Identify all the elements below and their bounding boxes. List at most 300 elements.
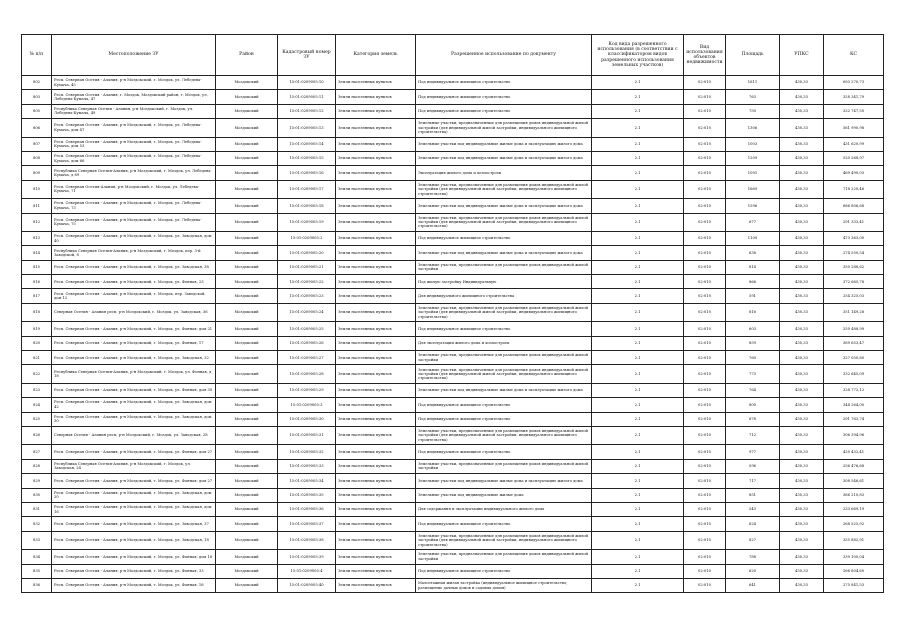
cell-region: Моздокский xyxy=(216,90,278,104)
cell-ks: 344 264,00 xyxy=(824,398,884,412)
cell-location: Респ. Северная Осетия - Алания, р-н Моздокский, г. Моздок, ул. Заводская, дом 30 xyxy=(52,412,216,426)
cell-oks-code: 02:010 xyxy=(684,180,726,198)
cell-cadastral: 15:01:0209005:15 xyxy=(278,151,336,165)
cell-num: 806 xyxy=(22,119,52,137)
table-row xyxy=(22,426,884,444)
cell-permitted-use: Для эксплуатации жилого дома и хозпостроек xyxy=(416,336,592,350)
cell-vri-code: 2.1 xyxy=(592,90,684,104)
cell-num: 812 xyxy=(22,213,52,231)
cell-num: 805 xyxy=(22,104,52,118)
cell-cadastral: 15:01:0209005:37 xyxy=(278,517,336,531)
cell-cadastral: 15:01:0209005:25 xyxy=(278,322,336,336)
header-upks: УПКС xyxy=(780,35,824,76)
cell-ks: 693 270,73 xyxy=(824,76,884,90)
cell-area: 859 xyxy=(726,336,780,350)
cell-region: Моздокский xyxy=(216,488,278,502)
cell-area: 773 xyxy=(726,365,780,383)
cell-area: 866 xyxy=(726,275,780,289)
cell-ks: 291 333,41 xyxy=(824,213,884,231)
cell-oks-code: 02:010 xyxy=(684,90,726,104)
cell-ks: 369 653,47 xyxy=(824,336,884,350)
table-row xyxy=(22,137,884,151)
cell-ks: 306 394,96 xyxy=(824,426,884,444)
cell-num: 826 xyxy=(22,426,52,444)
cell-vri-code: 2.1 xyxy=(592,426,684,444)
cell-vri-code: 2.1 xyxy=(592,76,684,90)
table-row xyxy=(22,260,884,274)
table-row xyxy=(22,412,884,426)
cell-location: Респ. Северная Осетия - Алания, р-н Моздокский, г. Моздок, ул. Лебедева-Кумача, 75 xyxy=(52,213,216,231)
header-category: Категория земель xyxy=(336,35,416,76)
cell-upks: 430,33 xyxy=(780,303,824,321)
cell-cadastral: 15:01:0209005:33 xyxy=(278,459,336,473)
cell-category: Земли населенных пунктов xyxy=(336,166,416,180)
cell-oks-code: 02:010 xyxy=(684,104,726,118)
cell-upks: 430,33 xyxy=(780,119,824,137)
cell-permitted-use: Земельные участки, предназначенные для размещения домов индивидуальной жилой застройки (для индивидуальной жилой застройки, индивидуального жилищного строительства) xyxy=(416,531,592,549)
cell-upks: 430,33 xyxy=(780,289,824,303)
cell-region: Моздокский xyxy=(216,151,278,165)
cell-oks-code: 02:010 xyxy=(684,351,726,365)
cell-vri-code: 2.1 xyxy=(592,578,684,592)
cell-upks: 430,33 xyxy=(780,426,824,444)
cell-region: Моздокский xyxy=(216,531,278,549)
cell-upks: 430,33 xyxy=(780,336,824,350)
table-row xyxy=(22,564,884,578)
cell-num: 816 xyxy=(22,275,52,289)
cell-oks-code: 02:010 xyxy=(684,166,726,180)
cell-vri-code: 2.1 xyxy=(592,550,684,564)
cell-area: 851 xyxy=(726,488,780,502)
cell-permitted-use: Под индивидуальное жилищное строительство xyxy=(416,104,592,118)
header-num: № п/п xyxy=(22,35,52,76)
cell-region: Моздокский xyxy=(216,365,278,383)
cell-region: Моздокский xyxy=(216,166,278,180)
cell-category: Земли населенных пунктов xyxy=(336,289,416,303)
cell-location: Респ. Северная Осетия - Алания, р-н Моздокский, г. Моздок, ул. Лебедева-Кумача, дом 47 xyxy=(52,119,216,137)
cell-area: 764 xyxy=(726,383,780,397)
cell-region: Моздокский xyxy=(216,119,278,137)
cell-upks: 430,33 xyxy=(780,488,824,502)
cell-cadastral: 15:01:0209005:3 xyxy=(278,398,336,412)
cell-permitted-use: Земельные участки, предназначенные для размещения домов индивидуальной жилой застройки (для индивидуальной жилой застройки, индивидуального жилищного строительства) xyxy=(416,119,592,137)
cell-oks-code: 02:010 xyxy=(684,445,726,459)
cell-num: 822 xyxy=(22,365,52,383)
table-row xyxy=(22,502,884,516)
cell-category: Земли населенных пунктов xyxy=(336,336,416,350)
cell-permitted-use: Для содержания и эксплуатации индивидуального жилого дома xyxy=(416,502,592,516)
cell-upks: 430,33 xyxy=(780,412,824,426)
cell-category: Земли населенных пунктов xyxy=(336,275,416,289)
cell-category: Земли населенных пунктов xyxy=(336,213,416,231)
cell-oks-code: 02:010 xyxy=(684,517,726,531)
cell-num: 830 xyxy=(22,488,52,502)
table-row xyxy=(22,322,884,336)
cell-area: 603 xyxy=(726,322,780,336)
cell-category: Земли населенных пунктов xyxy=(336,502,416,516)
header-cadastral: Кадастровый номер ЗУ xyxy=(278,35,336,76)
table-row xyxy=(22,199,884,213)
cell-location: Северная Осетия - Алания респ, р-н Моздокский, г. Моздок, ул. Заводская, 28 xyxy=(52,426,216,444)
cell-permitted-use: Земельные участки, предназначенные для размещения домов индивидуальной жилой застройки (для индивидуальной жилой застройки, индивидуального жилищного строительства) xyxy=(416,365,592,383)
cell-location: Респ. Северная Осетия - Алания, р-н Моздокский, г. Моздок, ул. Заводская, дом 40 xyxy=(52,231,216,245)
cell-area: 763 xyxy=(726,90,780,104)
cell-permitted-use: Малоэтажная жилая застройка (индивидуальное жилищное строительство; размещение дачных домов и садовых домов) xyxy=(416,578,592,592)
cell-region: Моздокский xyxy=(216,231,278,245)
cell-region: Моздокский xyxy=(216,383,278,397)
cell-area: 641 xyxy=(726,578,780,592)
cell-region: Моздокский xyxy=(216,289,278,303)
cell-region: Моздокский xyxy=(216,275,278,289)
table-row xyxy=(22,488,884,502)
cell-num: 831 xyxy=(22,502,52,516)
cell-ks: 274 550,54 xyxy=(824,246,884,260)
cell-category: Земли населенных пунктов xyxy=(336,531,416,549)
cell-ks: 233 669,19 xyxy=(824,502,884,516)
header-permitted-use: Разрешенное использование по документу xyxy=(416,35,592,76)
cell-area: 1596 xyxy=(726,199,780,213)
cell-num: 803 xyxy=(22,90,52,104)
cell-oks-code: 02:010 xyxy=(684,119,726,137)
cell-permitted-use: Земельные участки, предназначенные для размещения домов индивидуальной жилой застройки (для индивидуальной жилой застройки, индивидуального жилищного строительства) xyxy=(416,180,592,198)
cell-permitted-use: Земельные участки под индивидуальные жилые дома и эксплуатацию жилого дома xyxy=(416,246,592,260)
cell-vri-code: 2.1 xyxy=(592,289,684,303)
cell-vri-code: 2.1 xyxy=(592,474,684,488)
cell-location: Респ. Северная Осетия-Алания, р-н Моздокский, г. Моздок, ул. Лебедева-Кумача, 71 xyxy=(52,180,216,198)
cell-oks-code: 02:010 xyxy=(684,398,726,412)
cell-cadastral: 15:01:0209005:23 xyxy=(278,289,336,303)
table-row xyxy=(22,578,884,592)
cell-upks: 430,33 xyxy=(780,275,824,289)
cell-ks: 328 772,12 xyxy=(824,383,884,397)
cell-permitted-use: Земельные участки, предназначенные для размещения домов индивидуальной жилой застройки xyxy=(416,260,592,274)
cell-oks-code: 02:010 xyxy=(684,426,726,444)
table-row xyxy=(22,76,884,90)
cell-region: Моздокский xyxy=(216,578,278,592)
cell-permitted-use: Земельные участки, предназначенные для размещения домов индивидуальной жилой застройки (для индивидуальной жилой застройки, индивидуального жилищного строительства) xyxy=(416,426,592,444)
cell-region: Моздокский xyxy=(216,180,278,198)
cell-num: 836 xyxy=(22,578,52,592)
cell-num: 807 xyxy=(22,137,52,151)
cell-upks: 430,33 xyxy=(780,351,824,365)
cell-oks-code: 02:010 xyxy=(684,231,726,245)
cell-upks: 430,33 xyxy=(780,531,824,549)
cell-cadastral: 15:01:0209005:26 xyxy=(278,336,336,350)
cell-location: Респ. Северная Осетия - Алания, р-н Моздокский, г. Моздок, ул. Лебедева-Кумача, 73 xyxy=(52,199,216,213)
cell-cadastral: 15:01:0209005:22 xyxy=(278,275,336,289)
cell-permitted-use: Земельные участки под индивидуальные жилые дома xyxy=(416,488,592,502)
cell-oks-code: 02:010 xyxy=(684,459,726,473)
cell-permitted-use: Для индивидуального жилищного строительства xyxy=(416,289,592,303)
cell-num: 820 xyxy=(22,336,52,350)
cell-upks: 430,33 xyxy=(780,445,824,459)
cell-area: 1091 xyxy=(726,166,780,180)
cell-oks-code: 02:010 xyxy=(684,289,726,303)
cell-upks: 430,33 xyxy=(780,90,824,104)
cell-num: 832 xyxy=(22,517,52,531)
cell-ks: 686 806,68 xyxy=(824,199,884,213)
cell-num: 828 xyxy=(22,459,52,473)
cell-vri-code: 2.1 xyxy=(592,351,684,365)
cell-cadastral: 15:01:0209005:35 xyxy=(278,488,336,502)
cell-vri-code: 2.1 xyxy=(592,166,684,180)
cell-cadastral: 15:01:0209005:10 xyxy=(278,76,336,90)
cell-area: 760 xyxy=(726,351,780,365)
cell-oks-code: 02:010 xyxy=(684,531,726,549)
cell-ks: 431 620,99 xyxy=(824,137,884,151)
cell-area: 624 xyxy=(726,517,780,531)
table-row xyxy=(22,459,884,473)
cell-area: 1209 xyxy=(726,151,780,165)
cell-num: 819 xyxy=(22,322,52,336)
table-row xyxy=(22,517,884,531)
cell-location: Респ. Северная Осетия - Алания, р-н Моздокский, г. Моздок, ул. Лебедева-Кумача, 45 xyxy=(52,76,216,90)
cell-num: 809 xyxy=(22,166,52,180)
table-row xyxy=(22,365,884,383)
cell-ks: 420 432,41 xyxy=(824,445,884,459)
cell-vri-code: 2.1 xyxy=(592,459,684,473)
cell-location: Респ. Северная Осетия - Алания, р-н Моздокский, г. Моздок, ул. Заводская, дом 16 xyxy=(52,502,216,516)
cell-ks: 266 804,60 xyxy=(824,564,884,578)
table-row xyxy=(22,275,884,289)
cell-ks: 469 490,03 xyxy=(824,166,884,180)
cell-permitted-use: Под индивидуальное жилищное строительство xyxy=(416,322,592,336)
header-vri-code: Код вида разрешенного использования (в соответствии с классификатором видов разрешенного использования земельных участков) xyxy=(592,35,684,76)
cell-category: Земли населенных пунктов xyxy=(336,246,416,260)
cell-location: Респ. Северная Осетия - Алания, р-н Моздокский, г. Моздок, ул. Заводская, 37 xyxy=(52,517,216,531)
cell-permitted-use: Земельные участки под индивидуальные жилые дома и эксплуатацию жилого дома xyxy=(416,137,592,151)
cell-area: 717 xyxy=(726,474,780,488)
cell-cadastral: 15:01:0209005:38 xyxy=(278,531,336,549)
cell-location: Респ. Северная Осетия - Алания, р-н Моздокский, г. Моздок, ул. Фонная, дом 27 xyxy=(52,474,216,488)
cell-category: Земли населенных пунктов xyxy=(336,564,416,578)
cell-vri-code: 2.1 xyxy=(592,137,684,151)
cell-ks: 372 665,78 xyxy=(824,275,884,289)
cell-cadastral: 15:01:0209005:14 xyxy=(278,137,336,151)
cell-oks-code: 02:010 xyxy=(684,303,726,321)
cell-oks-code: 02:010 xyxy=(684,260,726,274)
table-row xyxy=(22,151,884,165)
cell-location: Республика Северная Осетия-Алания, р-н Моздокский, г. Моздок, пер. 3-й Заводской, 8 xyxy=(52,246,216,260)
table-header-row xyxy=(22,35,884,76)
cell-permitted-use: Под индивидуальное жилищное строительство xyxy=(416,517,592,531)
table-row xyxy=(22,303,884,321)
cell-num: 825 xyxy=(22,412,52,426)
cell-permitted-use: Земельные участки под индивидуальные жилые дома и эксплуатацию жилого дома xyxy=(416,383,592,397)
cell-num: 834 xyxy=(22,550,52,564)
cell-location: Респ. Северная Осетия - Алания, р-н Моздокский, г. Моздок, ул. Фонная, 17 xyxy=(52,336,216,350)
cell-cadastral: 15:01:0209005:24 xyxy=(278,303,336,321)
cell-upks: 430,33 xyxy=(780,246,824,260)
cell-cadastral: 15:01:0209005:31 xyxy=(278,426,336,444)
cell-permitted-use: Под индивидуальное жилищное строительство xyxy=(416,564,592,578)
cell-area: 638 xyxy=(726,246,780,260)
cell-ks: 275 841,53 xyxy=(824,578,884,592)
cell-vri-code: 2.1 xyxy=(592,246,684,260)
cell-region: Моздокский xyxy=(216,336,278,350)
cell-ks: 291 763,74 xyxy=(824,412,884,426)
cell-oks-code: 02:010 xyxy=(684,412,726,426)
cell-permitted-use: Земельные участки под индивидуальные жилые дома и эксплуатацию жилого дома xyxy=(416,474,592,488)
cell-category: Земли населенных пунктов xyxy=(336,76,416,90)
cell-permitted-use: Под жилую застройку Индивидуальную xyxy=(416,275,592,289)
cell-upks: 430,33 xyxy=(780,151,824,165)
land-plots-table xyxy=(21,34,884,593)
cell-num: 813 xyxy=(22,231,52,245)
cell-category: Земли населенных пунктов xyxy=(336,383,416,397)
cell-permitted-use: Земельные участки, предназначенные для размещения домов индивидуальной жилой застройки xyxy=(416,550,592,564)
cell-area: 827 xyxy=(726,531,780,549)
cell-upks: 430,33 xyxy=(780,459,824,473)
cell-cadastral: 15:01:0209005:4 xyxy=(278,564,336,578)
table-row xyxy=(22,474,884,488)
cell-category: Земли населенных пунктов xyxy=(336,260,416,274)
cell-region: Моздокский xyxy=(216,459,278,473)
cell-ks: 256 476,68 xyxy=(824,459,884,473)
cell-cadastral: 15:01:0209005:19 xyxy=(278,213,336,231)
cell-cadastral: 15:01:0209005:32 xyxy=(278,445,336,459)
cell-vri-code: 2.1 xyxy=(592,445,684,459)
cell-vri-code: 2.1 xyxy=(592,531,684,549)
cell-location: Респ. Северная Осетия - Алания, р-н Моздокский, г. Моздок, ул. Фонная, дом 27 xyxy=(52,445,216,459)
cell-oks-code: 02:010 xyxy=(684,336,726,350)
cell-num: 810 xyxy=(22,180,52,198)
cell-region: Моздокский xyxy=(216,445,278,459)
cell-vri-code: 2.1 xyxy=(592,336,684,350)
cell-category: Земли населенных пунктов xyxy=(336,104,416,118)
cell-cadastral: 15:01:0209005:28 xyxy=(278,365,336,383)
cell-category: Земли населенных пунктов xyxy=(336,137,416,151)
cell-ks: 561 990,98 xyxy=(824,119,884,137)
cell-vri-code: 2.1 xyxy=(592,199,684,213)
table-row xyxy=(22,231,884,245)
cell-area: 1306 xyxy=(726,119,780,137)
cell-category: Земли населенных пунктов xyxy=(336,426,416,444)
cell-area: 1611 xyxy=(726,76,780,90)
cell-permitted-use: Земельные участки, предназначенные для размещения домов индивидуальной жилой застройки xyxy=(416,351,592,365)
cell-location: Северная Осетия - Алания респ, р-н Моздокский, г. Моздок, ул. Заводская, 36 xyxy=(52,303,216,321)
cell-oks-code: 02:010 xyxy=(684,76,726,90)
cell-region: Моздокский xyxy=(216,76,278,90)
cell-oks-code: 02:010 xyxy=(684,502,726,516)
cell-permitted-use: Под индивидуальное жилищное строительство xyxy=(416,76,592,90)
cell-permitted-use: Под индивидуальное жилищное строительство xyxy=(416,445,592,459)
cell-category: Земли населенных пунктов xyxy=(336,398,416,412)
cell-category: Земли населенных пунктов xyxy=(336,231,416,245)
cell-upks: 430,33 xyxy=(780,578,824,592)
cell-permitted-use: Земельные участки, предназначенные для размещения домов индивидуальной жилой застройки xyxy=(416,459,592,473)
cell-category: Земли населенных пунктов xyxy=(336,180,416,198)
cell-upks: 430,33 xyxy=(780,137,824,151)
cell-region: Моздокский xyxy=(216,260,278,274)
cell-category: Земли населенных пунктов xyxy=(336,199,416,213)
cell-area: 1669 xyxy=(726,180,780,198)
cell-cadastral: 15:01:0209005:11 xyxy=(278,90,336,104)
cell-upks: 430,33 xyxy=(780,502,824,516)
cell-area: 750 xyxy=(726,104,780,118)
cell-upks: 430,33 xyxy=(780,213,824,231)
cell-upks: 430,33 xyxy=(780,260,824,274)
cell-cadastral: 15:01:0209005:27 xyxy=(278,351,336,365)
cell-num: 824 xyxy=(22,398,52,412)
cell-category: Земли населенных пунктов xyxy=(336,474,416,488)
cell-ks: 718 220,46 xyxy=(824,180,884,198)
cell-area: 712 xyxy=(726,426,780,444)
cell-cadastral: 15:01:0209005:30 xyxy=(278,412,336,426)
cell-cadastral: 15:01:0209005:40 xyxy=(278,578,336,592)
header-area: Площадь xyxy=(726,35,780,76)
cell-region: Моздокский xyxy=(216,564,278,578)
cell-area: 814 xyxy=(726,260,780,274)
cell-ks: 355 882,91 xyxy=(824,531,884,549)
cell-num: 811 xyxy=(22,199,52,213)
cell-ks: 366 210,83 xyxy=(824,488,884,502)
cell-vri-code: 2.1 xyxy=(592,180,684,198)
table-row xyxy=(22,398,884,412)
table-row xyxy=(22,383,884,397)
cell-cadastral: 15:01:0209005:13 xyxy=(278,119,336,137)
cell-upks: 430,33 xyxy=(780,231,824,245)
cell-vri-code: 2.1 xyxy=(592,412,684,426)
cell-region: Моздокский xyxy=(216,322,278,336)
document-page xyxy=(21,34,883,593)
cell-ks: 308 546,61 xyxy=(824,474,884,488)
table-row xyxy=(22,166,884,180)
cell-ks: 328 341,79 xyxy=(824,90,884,104)
cell-area: 977 xyxy=(726,445,780,459)
cell-area: 788 xyxy=(726,550,780,564)
cell-area: 620 xyxy=(726,564,780,578)
cell-ks: 254 325,03 xyxy=(824,289,884,303)
cell-area: 678 xyxy=(726,412,780,426)
cell-area: 1003 xyxy=(726,137,780,151)
cell-location: Респ. Северная Осетия - Алания, р-н Моздокский, г. Моздок, ул. Заводская, 18 xyxy=(52,531,216,549)
cell-location: Респ. Северная Осетия - Алания, р-н Моздокский, г. Моздок, ул. Фонная, дом 21 xyxy=(52,322,216,336)
cell-region: Моздокский xyxy=(216,199,278,213)
cell-cadastral: 15:01:0209005:18 xyxy=(278,199,336,213)
cell-cadastral: 15:01:0209005:34 xyxy=(278,474,336,488)
cell-region: Моздокский xyxy=(216,351,278,365)
cell-location: Респ. Северная Осетия - Алания, р-н Моздокский, г. Моздок, ул. Фонная, 16 xyxy=(52,578,216,592)
cell-vri-code: 2.1 xyxy=(592,260,684,274)
header-region: Район xyxy=(216,35,278,76)
cell-permitted-use: Под индивидуальное жилищное строительство xyxy=(416,398,592,412)
cell-region: Моздокский xyxy=(216,303,278,321)
cell-oks-code: 02:010 xyxy=(684,213,726,231)
cell-num: 815 xyxy=(22,260,52,274)
cell-area: 800 xyxy=(726,398,780,412)
cell-location: Респ. Северная Осетия - Алания, р-н Моздокский, г. Моздок, ул. Заводская, дом 42 xyxy=(52,398,216,412)
cell-category: Земли населенных пунктов xyxy=(336,322,416,336)
cell-vri-code: 2.1 xyxy=(592,231,684,245)
cell-location: Респ. Северная Осетия - Алания, р-н Моздокский, г. Моздок, ул. Лебедева-Кумача, дом 66 xyxy=(52,151,216,165)
cell-oks-code: 02:010 xyxy=(684,578,726,592)
cell-area: 543 xyxy=(726,502,780,516)
cell-ks: 350 288,62 xyxy=(824,260,884,274)
cell-location: Респ. Северная Осетия - Алания, р-н Моздокский, г. Моздок, ул. Заводская, 32 xyxy=(52,351,216,365)
cell-region: Моздокский xyxy=(216,474,278,488)
cell-category: Земли населенных пунктов xyxy=(336,365,416,383)
cell-vri-code: 2.1 xyxy=(592,322,684,336)
cell-ks: 259 488,99 xyxy=(824,322,884,336)
cell-num: 827 xyxy=(22,445,52,459)
cell-oks-code: 02:010 xyxy=(684,151,726,165)
cell-location: Респ. Северная Осетия - Алания, р-н Моздокский, г. Моздок, ул. Фонная, 33 xyxy=(52,564,216,578)
cell-location: Респ. Северная Осетия - Алания, р-н Моздокский, г. Моздок, ул. Фонная, дом 18 xyxy=(52,550,216,564)
cell-location: Респ. Северная Осетия - Алания, р-н Моздокский, г. Моздок, ул. Фонная, 23 xyxy=(52,275,216,289)
cell-area: 816 xyxy=(726,303,780,321)
cell-category: Земли населенных пунктов xyxy=(336,445,416,459)
